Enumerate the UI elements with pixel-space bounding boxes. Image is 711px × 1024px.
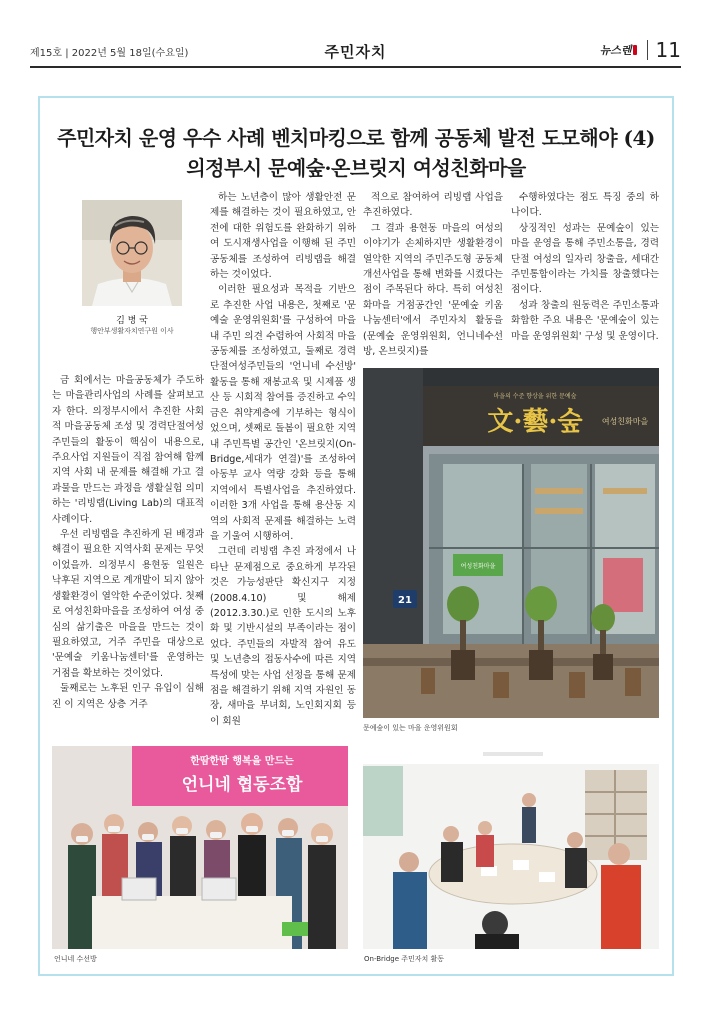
paragraph: 그런데 리빙랩 추진 과정에서 나타난 문제점으로 중요하게 부각된 것은 가능성판단 확신지구 지정(2008.4.10) 및 해제(2012.3.30.)로 인한 도시의 노후화 및 기반시설의 부족이라는 점이었다. 주민들의 자발적 참여 유도 및 노년층의 접동사수에 따른 지역특성에 맞는 사업 선정을 통해 문제점을 해결하기 위해 지역 자원인 동장, 새마을 부녀회, 노인회지회 등이 회원 [210, 546, 356, 727]
paragraph: 둘째로는 노후된 인구 유입이 심해진 이 지역은 상층 거주 [52, 683, 204, 710]
author-name: 김 병 국 [116, 316, 148, 326]
logo-mark-icon [633, 45, 637, 55]
paragraph: 수행하였다는 점도 특징 중의 하나이다. [511, 192, 659, 219]
header-rule [30, 66, 681, 68]
newspaper-logo: 뉴스렌 [599, 44, 632, 57]
author-title: 행안부생활자치연구원 이사 [90, 327, 174, 335]
store-sign-small: 마을의 수준 향상을 위한 문예숲 [493, 393, 577, 400]
article-column-1 [52, 373, 204, 745]
article-column-4 [511, 190, 659, 360]
page-number: 11 [655, 38, 681, 62]
paragraph: 이러한 필요성과 목적을 기반으로 추진한 사업 내용은, 첫째로 '문예술 운영위원회'를 구성하여 마을 내 주민 의견 수렴하여 사회적 마을공동체를 조성하였고, 둘째로 경력단절여성주민들의 '언니네 수선방' 활동을 통해 재봉교육 및 시제품 생산 등 시회적 참여를 증진하고 수익금은 취약계층에 기부하는 형식이었으며, 셋째로 돌봄이 필요한 지역 내 주민특별 공간인 '온브릿지(On-Bridge,세대가 연결)'를 조성하여 아동부 교사 역량 강화 등을 통해 지역에서 특별사업을 추진하였다. 이러한 3개 사업을 통해 용산동 지역의 사회적 문제를 해결하는 노력을 기울여 시행하여. [210, 284, 356, 542]
article-headline: 주민자치 운영 우수 사례 벤치마킹으로 함께 공동체 발전 도모해야 (4) [57, 126, 655, 150]
article-subheadline: 의정부시 문예숲·온브릿지 여성친화마을 [186, 156, 526, 180]
page-header [30, 38, 681, 64]
paragraph: 적으로 참여하여 리빙랩 사업을 추진하였다. [363, 192, 503, 219]
issue-date: 제15호 | 2022년 5월 18일(수요일) [30, 48, 189, 59]
store-sign-sub: 여성친화마을 [601, 417, 649, 426]
address-plate: 21 [398, 595, 412, 606]
section-title: 주민자치 [324, 43, 387, 61]
article-column-3 [363, 190, 503, 360]
sewing-group-photo [52, 746, 348, 949]
meeting-room-photo [363, 746, 659, 949]
paragraph: 성과 창출의 원동력은 주민소통과 화합한 주요 내용은 '문예숲이 있는 마을 운영위원회' 구성 및 운영이다. [511, 299, 659, 342]
paragraph: 하는 노년층이 많아 생활안전 문제를 해결하는 것이 필요하였고, 안전에 대한 위험도를 완화하기 위하여 도시재생사업을 이행해 된 주민공동체를 조성하여 리빙랩을 해결하는 것이었다. [210, 192, 356, 281]
paragraph: 그 결과 용현동 마을의 여성의 이야기가 손체하지만 생활환경이 열악한 지역의 주민주도형 공동체 개선사업을 통해 변화를 시켰다는 점이 주목된다 하다. 특히 여성친화마을 거점공간인 '문예숲 키움나눔센터'에서 주민자치 활동을 (문예숲 운영위원회, 언니네수선방, 온브릿지)를 [363, 222, 503, 358]
article-column-2 [210, 190, 356, 745]
store-banner-text: 여성친화마을 [460, 563, 496, 570]
paragraph: 금 회에서는 마을공동체가 주도하는 마을관리사업의 사례를 살펴보고자 한다. 의정부시에서 추진한 사회적 마을공동체 조성 및 경력단절여성 주민들의 활동이 핵심이 내용으로, 주요사업 지원들이 직접 참여해 함께 지역 사회 내 문제를 해결해 가고 결과물을 만드는 과정을 생활실험 의미하는 '리빙랩(Living Lab)의 대표적 사례이다. [52, 375, 204, 525]
header-brand [600, 38, 681, 62]
meeting-caption: On-Bridge 주민자치 활동 [364, 955, 445, 963]
author-portrait [82, 200, 182, 306]
sewing-banner-line1: 한땀한땀 행복을 만드는 [190, 756, 294, 767]
storefront-photo [363, 368, 659, 718]
paragraph: 상징적인 성과는 문예숲이 있는 마을 운영을 통해 주민소통을, 경력단절 여성의 일자리 창출을, 세대간 주민통합이라는 가치를 창출했다는 점이다. [511, 222, 659, 296]
sewing-caption: 언니네 수선방 [54, 955, 97, 963]
store-sign-main: 文·藝·숲 [487, 407, 583, 437]
header-divider [647, 40, 648, 60]
sewing-banner-line2: 언니네 협동조합 [181, 775, 303, 795]
storefront-caption: 문예숲이 있는 마을 운영위원회 [363, 724, 458, 732]
paragraph: 우선 리빙랩을 추진하게 된 배경과 해결이 필요한 지역사회 문제는 무엇이었을까. 의정부시 용현동 일원은 낙후된 지역으로 계개발이 되지 않아 생활환경이 열악한 수준이었다. 첫째로 여성친화마을을 조성하여 여성 중심의 삶기출은 마을을 만드는 것이 필요하였고, 거주 주민을 대상으로 '문예술 키움나눔센터'를 운영하는 거점을 확보하는 것이었다. [52, 529, 204, 679]
